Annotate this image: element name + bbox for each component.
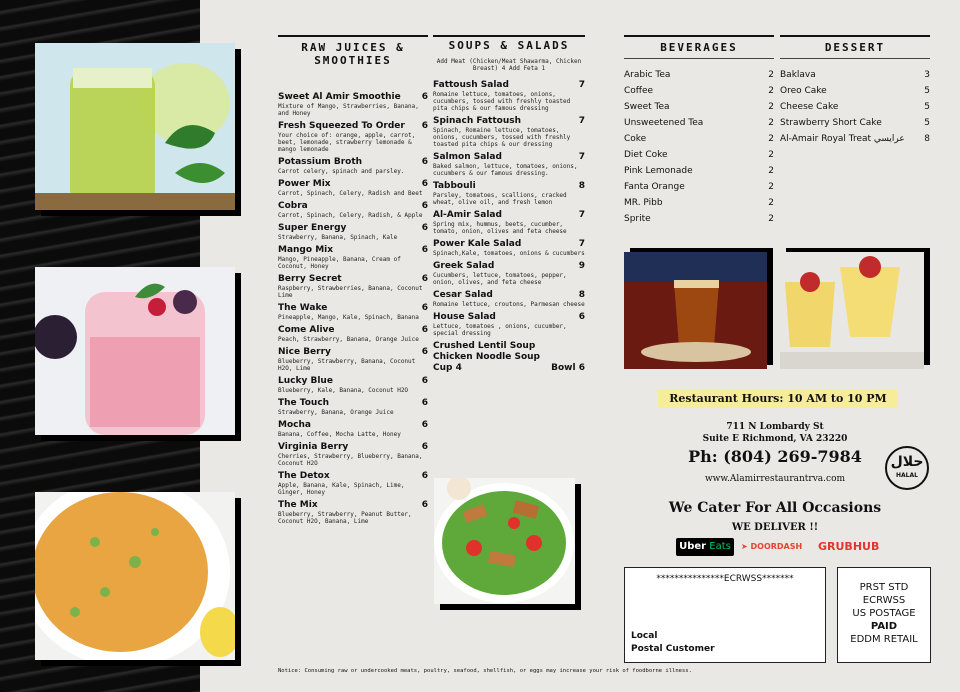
menu-item-head (278, 201, 428, 212)
menu-item (278, 398, 428, 416)
beverage-item (624, 83, 774, 99)
menu-item-description: Spinach, Romaine lettuce, tomatoes, onions, cucumbers, tossed with freshly toasted pita chips & our dressing (433, 127, 571, 148)
menu-item-description: Carrot, Spinach, Celery, Radish and Beet (278, 190, 423, 197)
menu-item-head (433, 181, 585, 192)
dessert-item-price: 5 (924, 86, 930, 96)
menu-item-name: Potassium Broth (278, 157, 363, 167)
menu-item (278, 471, 428, 496)
menu-item-description: Baked salmon, lettuce, tomatoes, onions, cucumbers & our famous dressing. (433, 163, 578, 177)
menu-item-description: Apple, Banana, Kale, Spinach, Lime, Ginger, Honey (278, 482, 405, 496)
menu-item (278, 179, 428, 197)
menu-item-description: Spinach,Kale, tomatoes, onions & cucumbers (433, 250, 585, 257)
menu-item (278, 92, 428, 117)
menu-item-name: House Salad (433, 312, 496, 322)
menu-item-price: 8 (578, 290, 585, 300)
beverage-item-price: 2 (768, 198, 774, 208)
dessert-item (780, 131, 930, 147)
menu-item-head (278, 471, 428, 482)
menu-item-name: Berry Secret (278, 274, 342, 284)
menu-item-head (278, 376, 428, 387)
menu-item-description: Romaine lettuce, croutons, Parmesan cheese (433, 301, 585, 308)
beverage-item (624, 195, 774, 211)
menu-item-description: Carrot, Spinach, Celery, Radish, & Apple (278, 212, 423, 219)
dessert-item (780, 83, 930, 99)
beverage-item-name: Coke (624, 134, 647, 144)
menu-item-price: 6 (421, 471, 428, 481)
doordash-logo: ➤ DOORDASH (741, 542, 803, 551)
mailing-address-box (624, 567, 826, 663)
menu-item-name: Mango Mix (278, 245, 334, 255)
dessert-item (780, 67, 930, 83)
beverage-item-price: 2 (768, 166, 774, 176)
menu-item-description: Your choice of: orange, apple, carrot, beet, lemonade, strawberry lemonade & mango lemonade (278, 132, 416, 153)
menu-item-description: Strawberry, Banana, Spinach, Kale (278, 234, 398, 241)
grubhub-logo: GRUBHUB (818, 540, 880, 553)
menu-item-price: 6 (421, 179, 428, 189)
ecrwss-line: ***************ECRWSS******* (656, 574, 794, 584)
menu-item-description: Lettuce, tomatoes , onions, cucumber, special dressing (433, 323, 567, 337)
arabic-tea-photo (624, 252, 767, 369)
menu-item-price: 6 (421, 274, 428, 284)
menu-item-description: Banana, Coffee, Mocha Latte, Honey (278, 431, 401, 438)
recipient-postal-customer: Postal Customer (631, 644, 715, 654)
menu-item-name: Salmon Salad (433, 152, 502, 162)
dessert-column (780, 35, 930, 147)
menu-item-head (278, 245, 428, 256)
menu-item-name: Nice Berry (278, 347, 331, 357)
menu-item (278, 376, 428, 394)
dessert-item-price: 3 (924, 70, 930, 80)
menu-item-description: Mixture of Mango, Strawberries, Banana, and Honey (278, 103, 419, 117)
menu-item-price: 6 (578, 312, 585, 322)
food-safety-notice: Notice: Consuming raw or undercooked meats, poultry, seafood, shellfish, or eggs may increase your risk of foodborne illness. (278, 668, 692, 674)
beverage-item (624, 99, 774, 115)
menu-item-description: Blueberry, Strawberry, Banana, Coconut H2O, Lime (278, 358, 416, 372)
menu-item (433, 210, 585, 235)
soups-column (433, 35, 585, 374)
menu-item (433, 239, 585, 257)
menu-item-head (278, 274, 428, 285)
catering-tagline: We Cater For All Occasions (668, 500, 882, 516)
stamp-line: EDDM RETAIL (850, 634, 918, 645)
beverage-item (624, 67, 774, 83)
menu-item-head (433, 312, 585, 323)
salad-photo (434, 478, 575, 604)
address-line-2: Suite E Richmond, VA 23220 (702, 434, 848, 444)
menu-item (433, 152, 585, 177)
recipient (631, 630, 715, 656)
menu-item-price: 6 (421, 442, 428, 452)
menu-item (278, 157, 428, 175)
salad-list (433, 80, 585, 337)
menu-item (433, 181, 585, 206)
menu-item-name: Fresh Squeezed To Order (278, 121, 405, 131)
dessert-item (780, 99, 930, 115)
menu-item-price: 8 (578, 181, 585, 191)
menu-item-description: Strawberry, Banana, Orange Juice (278, 409, 394, 416)
ubereats-eats: Eats (709, 541, 731, 552)
menu-item (433, 116, 585, 148)
soups-title: SOUPS & SALADS (433, 35, 585, 50)
menu-item-description: Peach, Strawberry, Banana, Orange Juice (278, 336, 419, 343)
menu-item-price: 6 (421, 201, 428, 211)
doordash-label: DOORDASH (750, 542, 803, 551)
address-line-1: 711 N Lombardy St (726, 422, 824, 432)
dessert-item (780, 115, 930, 131)
menu-item-name: Come Alive (278, 325, 335, 335)
beverage-item-price: 2 (768, 214, 774, 224)
menu-item-head (278, 398, 428, 409)
menu-item-head (433, 261, 585, 272)
menu-item-name: Virginia Berry (278, 442, 349, 452)
menu-item-head (278, 303, 428, 314)
dessert-cups-photo (780, 252, 924, 369)
menu-item-head (433, 239, 585, 250)
dessert-item-price: 5 (924, 118, 930, 128)
menu-item (278, 245, 428, 270)
menu-item-price: 6 (421, 303, 428, 313)
menu-item-description: Pineapple, Mango, Kale, Spinach, Banana (278, 314, 419, 321)
soups-addon-note: Add Meat (Chicken/Meat Shawarma, Chicken Breast) 4 Add Feta 1 (436, 58, 582, 72)
juice-list (278, 92, 428, 525)
ubereats-uber: Uber (679, 541, 707, 552)
beverage-item (624, 147, 774, 163)
menu-item-price: 7 (578, 116, 585, 126)
menu-item-name: Cesar Salad (433, 290, 493, 300)
halal-arabic: حلال (890, 454, 924, 470)
beverage-item-name: MR. Pibb (624, 198, 663, 208)
menu-item-name: Greek Salad (433, 261, 495, 271)
menu-item (433, 290, 585, 308)
dessert-item-name: Baklava (780, 70, 816, 80)
menu-item (278, 347, 428, 372)
beverage-item-name: Sprite (624, 214, 651, 224)
menu-item-price: 7 (578, 210, 585, 220)
menu-item-head (278, 500, 428, 511)
menu-item-description: Parsley, tomatoes, scallions, cracked wheat, olive oil, and fresh lemon (433, 192, 567, 206)
menu-item (278, 500, 428, 525)
beverage-item-price: 2 (768, 182, 774, 192)
menu-item-price: 6 (421, 347, 428, 357)
halal-label: HALAL (896, 472, 918, 479)
menu-item-head (278, 121, 428, 132)
menu-item-head (433, 80, 585, 91)
beverage-item-price: 2 (768, 70, 774, 80)
menu-item (433, 261, 585, 286)
ubereats-logo (676, 538, 734, 556)
menu-item-head (433, 290, 585, 301)
menu-item-head (433, 210, 585, 221)
menu-item-price: 7 (578, 239, 585, 249)
menu-item-price: 6 (421, 376, 428, 386)
menu-item-price: 6 (421, 420, 428, 430)
menu-item (278, 223, 428, 241)
beverage-item-name: Arabic Tea (624, 70, 671, 80)
beverage-item (624, 163, 774, 179)
bowl-price: 6 (578, 363, 585, 373)
menu-item-head (278, 157, 428, 168)
menu-item-description: Blueberry, Kale, Banana, Coconut H2O (278, 387, 409, 394)
beverage-item-price: 2 (768, 102, 774, 112)
beverage-item-name: Fanta Orange (624, 182, 685, 192)
menu-item-name: Power Kale Salad (433, 239, 522, 249)
menu-item-head (278, 420, 428, 431)
beverage-item (624, 131, 774, 147)
dessert-title: DESSERT (780, 35, 930, 59)
menu-item-name: Power Mix (278, 179, 331, 189)
dessert-list (780, 67, 930, 147)
menu-item-price: 6 (421, 245, 428, 255)
menu-item (433, 312, 585, 337)
menu-item-price: 6 (421, 223, 428, 233)
soup-item (433, 352, 585, 363)
menu-item-description: Cucumbers, lettuce, tomatoes, pepper, onion, olives, and feta cheese (433, 272, 567, 286)
beverage-list (624, 67, 774, 227)
menu-item-description: Blueberry, Strawberry, Peanut Butter, Coconut H2O, Banana, Lime (278, 511, 412, 525)
menu-item-name: Al-Amir Salad (433, 210, 502, 220)
juices-column (278, 35, 428, 529)
beverage-item-price: 2 (768, 86, 774, 96)
restaurant-hours: Restaurant Hours: 10 AM to 10 PM (658, 390, 898, 408)
menu-item-price: 6 (421, 500, 428, 510)
menu-item-head (278, 347, 428, 358)
menu-item-head (278, 92, 428, 103)
menu-item (433, 80, 585, 112)
menu-item-price: 6 (421, 398, 428, 408)
soup-prices (433, 363, 585, 374)
menu-item-description: Raspberry, Strawberries, Banana, Coconut Lime (278, 285, 423, 299)
menu-item-name: The Touch (278, 398, 330, 408)
beverage-item (624, 115, 774, 131)
beverage-item-price: 2 (768, 118, 774, 128)
menu-item-name: Cobra (278, 201, 308, 211)
menu-item (278, 442, 428, 467)
menu-item-name: Tabbouli (433, 181, 476, 191)
beverage-item (624, 211, 774, 227)
beverage-item-name: Coffee (624, 86, 654, 96)
menu-item-name: Sweet Al Amir Smoothie (278, 92, 401, 102)
menu-item-head (278, 325, 428, 336)
stamp-line: ECRWSS (862, 595, 906, 606)
dessert-item-name: Al-Amair Royal Treat عرايسي (780, 134, 905, 144)
phone-number[interactable]: Ph: (804) 269-7984 (688, 447, 862, 466)
postage-stamp (837, 567, 931, 663)
stamp-line: US POSTAGE (852, 608, 916, 619)
menu-item-head (278, 179, 428, 190)
menu-item-name: Super Energy (278, 223, 347, 233)
beverage-item (624, 179, 774, 195)
menu-item-price: 6 (421, 92, 428, 102)
beverage-item-name: Unsweetened Tea (624, 118, 704, 128)
menu-item-price: 6 (421, 121, 428, 131)
menu-item-head (278, 442, 428, 453)
menu-item-head (278, 223, 428, 234)
beverage-item-name: Sweet Tea (624, 102, 670, 112)
menu-item-name: The Detox (278, 471, 330, 481)
dessert-item-name: Oreo Cake (780, 86, 827, 96)
menu-item (278, 420, 428, 438)
menu-item-head (433, 152, 585, 163)
berry-smoothie-photo (35, 267, 235, 435)
beverage-item-name: Diet Coke (624, 150, 668, 160)
menu-item-name: Spinach Fattoush (433, 116, 522, 126)
menu-item-description: Carrot celery, spinach and parsley. (278, 168, 405, 175)
menu-item-name: Lucky Blue (278, 376, 333, 386)
menu-item (278, 201, 428, 219)
menu-item-head (433, 116, 585, 127)
website-link[interactable]: www.Alamirrestaurantrva.com (704, 474, 846, 484)
bowl-label: Bowl (551, 363, 576, 373)
halal-badge-icon (885, 446, 929, 490)
lentil-soup-photo (35, 492, 235, 660)
stamp-line: PRST STD (859, 582, 909, 593)
address (680, 421, 870, 445)
soup-name: Chicken Noodle Soup (433, 352, 540, 362)
dessert-item-price: 8 (924, 134, 930, 144)
recipient-local: Local (631, 631, 658, 641)
delivery-tagline: WE DELIVER !! (731, 522, 819, 533)
menu-item-name: Fattoush Salad (433, 80, 509, 90)
menu-item-price: 6 (421, 325, 428, 335)
dessert-item-name: Strawberry Short Cake (780, 118, 882, 128)
dessert-item-price: 5 (924, 102, 930, 112)
beverages-column (624, 35, 774, 227)
menu-item-price: 7 (578, 80, 585, 90)
beverage-item-name: Pink Lemonade (624, 166, 693, 176)
menu-item (278, 274, 428, 299)
menu-item-description: Spring mix, hummus, beets, cucumber, tomato, onion, olives and feta cheese (433, 221, 567, 235)
beverages-title: BEVERAGES (624, 35, 774, 59)
menu-item (278, 303, 428, 321)
menu-item-description: Cherries, Strawberry, Blueberry, Banana, Coconut H2O (278, 453, 423, 467)
menu-item-name: The Mix (278, 500, 318, 510)
soup-item (433, 341, 585, 352)
stamp-line: PAID (870, 621, 898, 632)
menu-item-description: Romaine lettuce, tomatoes, onions, cucumbers, tossed with freshly toasted pita chips & our famous dressing (433, 91, 571, 112)
green-smoothie-photo (35, 43, 235, 210)
juices-title: RAW JUICES & SMOOTHIES (278, 35, 428, 67)
cup-price: 4 (455, 363, 462, 373)
menu-item (278, 121, 428, 153)
dessert-item-name: Cheese Cake (780, 102, 839, 112)
beverage-item-price: 2 (768, 134, 774, 144)
cup-label: Cup (433, 363, 453, 373)
menu-item-price: 9 (578, 261, 585, 271)
menu-item-description: Mango, Pineapple, Banana, Cream of Coconut, Honey (278, 256, 401, 270)
menu-item-name: Mocha (278, 420, 311, 430)
soup-name: Crushed Lentil Soup (433, 341, 536, 351)
menu-item (278, 325, 428, 343)
beverage-item-price: 2 (768, 150, 774, 160)
menu-item-price: 7 (578, 152, 585, 162)
menu-item-price: 6 (421, 157, 428, 167)
menu-item-name: The Wake (278, 303, 328, 313)
